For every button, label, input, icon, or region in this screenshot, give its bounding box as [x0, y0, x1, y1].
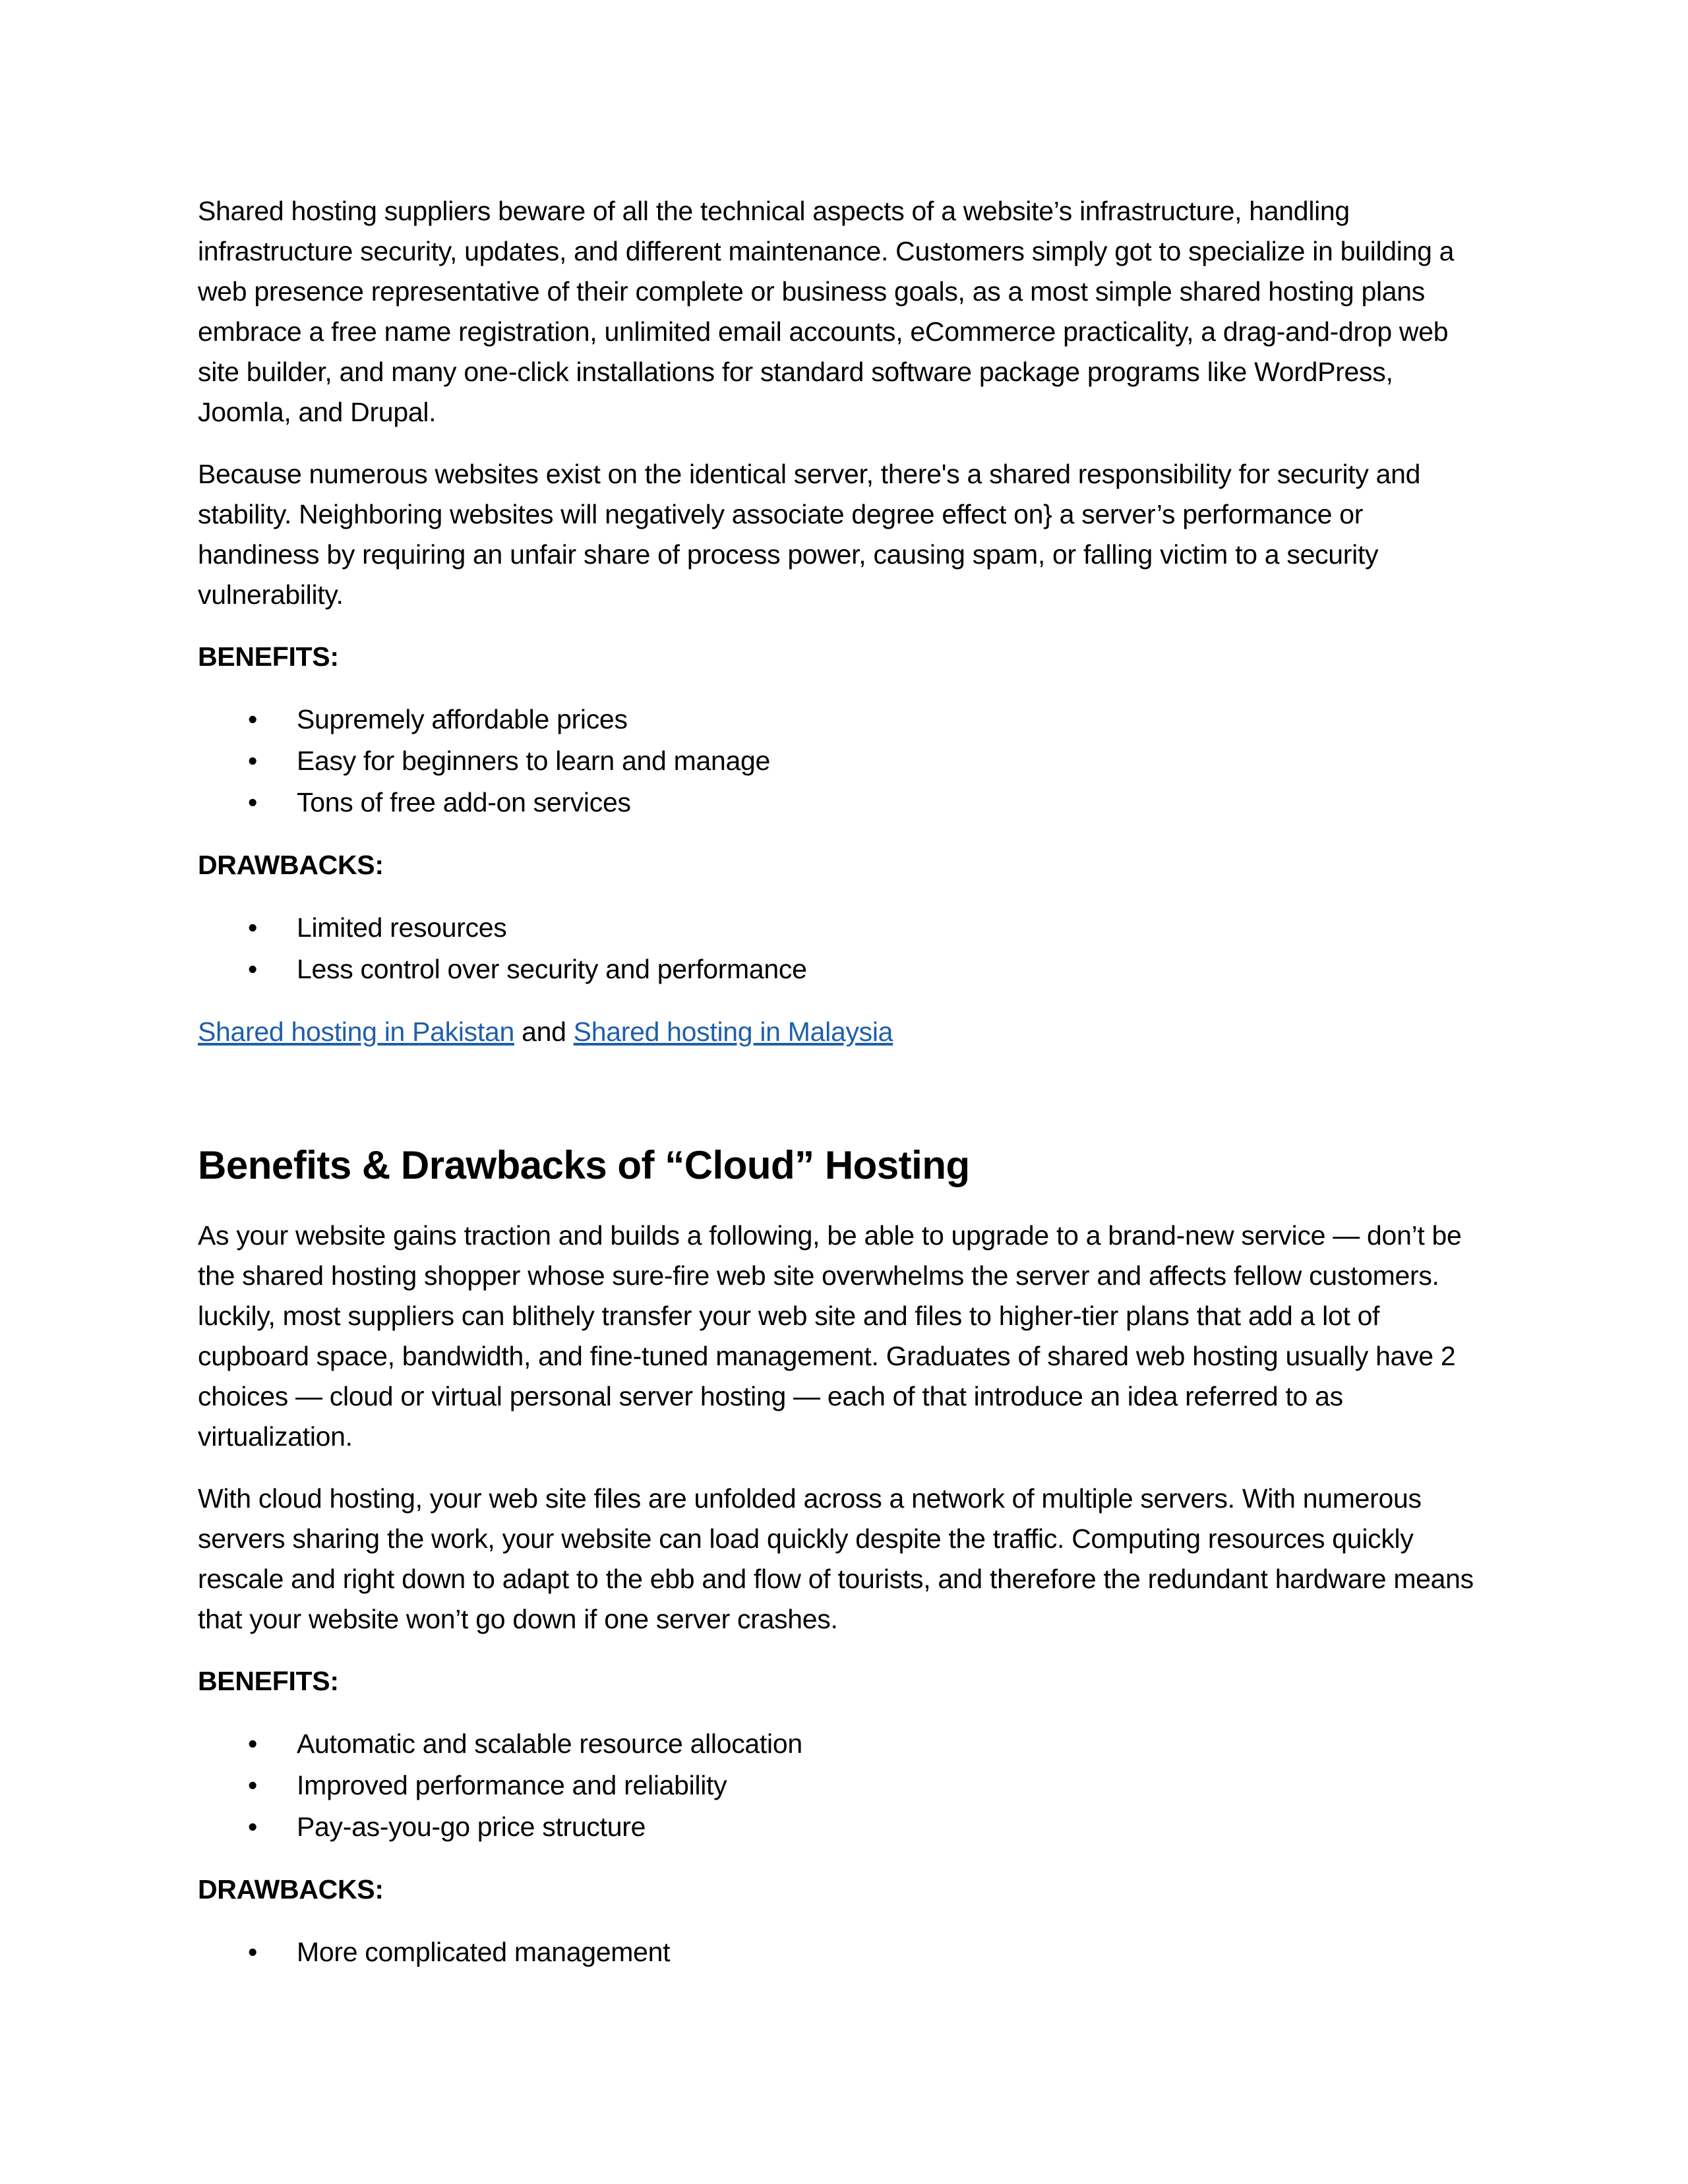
list-item-text: Less control over security and performance: [297, 954, 807, 984]
shared-benefits-list: [198, 699, 1490, 823]
cloud-paragraph-2: With cloud hosting, your web site files are unfolded across a network of multiple servers. With numerous servers sharing the work, your website can load quickly despite the traffic. Computing resources quickly rescale and right down to adapt to the ebb and flow of tourists, and therefore the redundant hardware means that your website won’t go down if one server crashes.: [198, 1483, 1474, 1634]
cloud-section-heading: Benefits & Drawbacks of “Cloud” Hosting: [198, 1143, 970, 1187]
shared-paragraph-2: Because numerous websites exist on the identical server, there's a shared responsibility for security and stability. Neighboring websites will negatively associate degree effect on} a server’s performance or handiness by requiring an unfair share of process power, causing spam, or falling victim to a security vulnerability.: [198, 459, 1421, 610]
list-item: [198, 740, 1490, 782]
link-shared-hosting-pakistan[interactable]: Shared hosting in Pakistan: [198, 1017, 514, 1047]
cloud-benefits-list: [198, 1723, 1490, 1848]
list-item: [198, 907, 1490, 949]
list-item-text: More complicated management: [297, 1937, 671, 1967]
bullet-icon: •: [248, 704, 258, 734]
bullet-icon: •: [248, 1728, 258, 1759]
list-item-text: Automatic and scalable resource allocation: [297, 1728, 802, 1759]
list-item: [198, 1723, 1490, 1765]
cloud-benefits-label: BENEFITS:: [198, 1666, 339, 1696]
list-item: [198, 1932, 1490, 1973]
bullet-icon: •: [248, 787, 258, 817]
list-item: [198, 1806, 1490, 1848]
bullet-icon: •: [248, 746, 258, 776]
shared-benefits-label: BENEFITS:: [198, 641, 339, 672]
bullet-icon: •: [248, 1770, 258, 1800]
list-item-text: Pay-as-you-go price structure: [297, 1812, 646, 1842]
cloud-drawbacks-list: [198, 1932, 1490, 1973]
bullet-icon: •: [248, 912, 258, 943]
hosting-links-line: [198, 1012, 1490, 1052]
list-item-text: Supremely affordable prices: [297, 704, 628, 734]
cloud-drawbacks-label: DRAWBACKS:: [198, 1874, 384, 1904]
link-shared-hosting-malaysia[interactable]: Shared hosting in Malaysia: [573, 1017, 893, 1047]
list-item-text: Easy for beginners to learn and manage: [297, 746, 770, 776]
shared-paragraph-1: Shared hosting suppliers beware of all the technical aspects of a website’s infrastructure, handling infrastructure security, updates, and different maintenance. Customers simply got to specialize in building a web presence representative of their complete or business goals, as a most simple shared hosting plans embrace a free name registration, unlimited email accounts, eCommerce practicality, a drag-and-drop web site builder, and many one-click installations for standard software package programs like WordPress, Joomla, and Drupal.: [198, 196, 1455, 427]
bullet-icon: •: [248, 954, 258, 984]
list-item: [198, 782, 1490, 823]
list-item: [198, 949, 1490, 990]
list-item: [198, 1765, 1490, 1806]
document-content: [198, 191, 1490, 1995]
list-item: [198, 699, 1490, 740]
link-joiner-text: and: [522, 1017, 566, 1047]
cloud-paragraph-1: As your website gains traction and builds a following, be able to upgrade to a brand-new service — don’t be the shared hosting shopper whose sure-fire web site overwhelms the server and affects fellow customers. luckily, most suppliers can blithely transfer your web site and files to higher-tier plans that add a lot of cupboard space, bandwidth, and fine-tuned management. Graduates of shared web hosting usually have 2 choices — cloud or virtual personal server hosting — each of that introduce an idea referred to as virtualization.: [198, 1220, 1462, 1452]
shared-drawbacks-label: DRAWBACKS:: [198, 850, 384, 880]
list-item-text: Tons of free add-on services: [297, 787, 631, 817]
bullet-icon: •: [248, 1937, 258, 1967]
list-item-text: Improved performance and reliability: [297, 1770, 727, 1800]
bullet-icon: •: [248, 1812, 258, 1842]
shared-drawbacks-list: [198, 907, 1490, 990]
list-item-text: Limited resources: [297, 912, 507, 943]
